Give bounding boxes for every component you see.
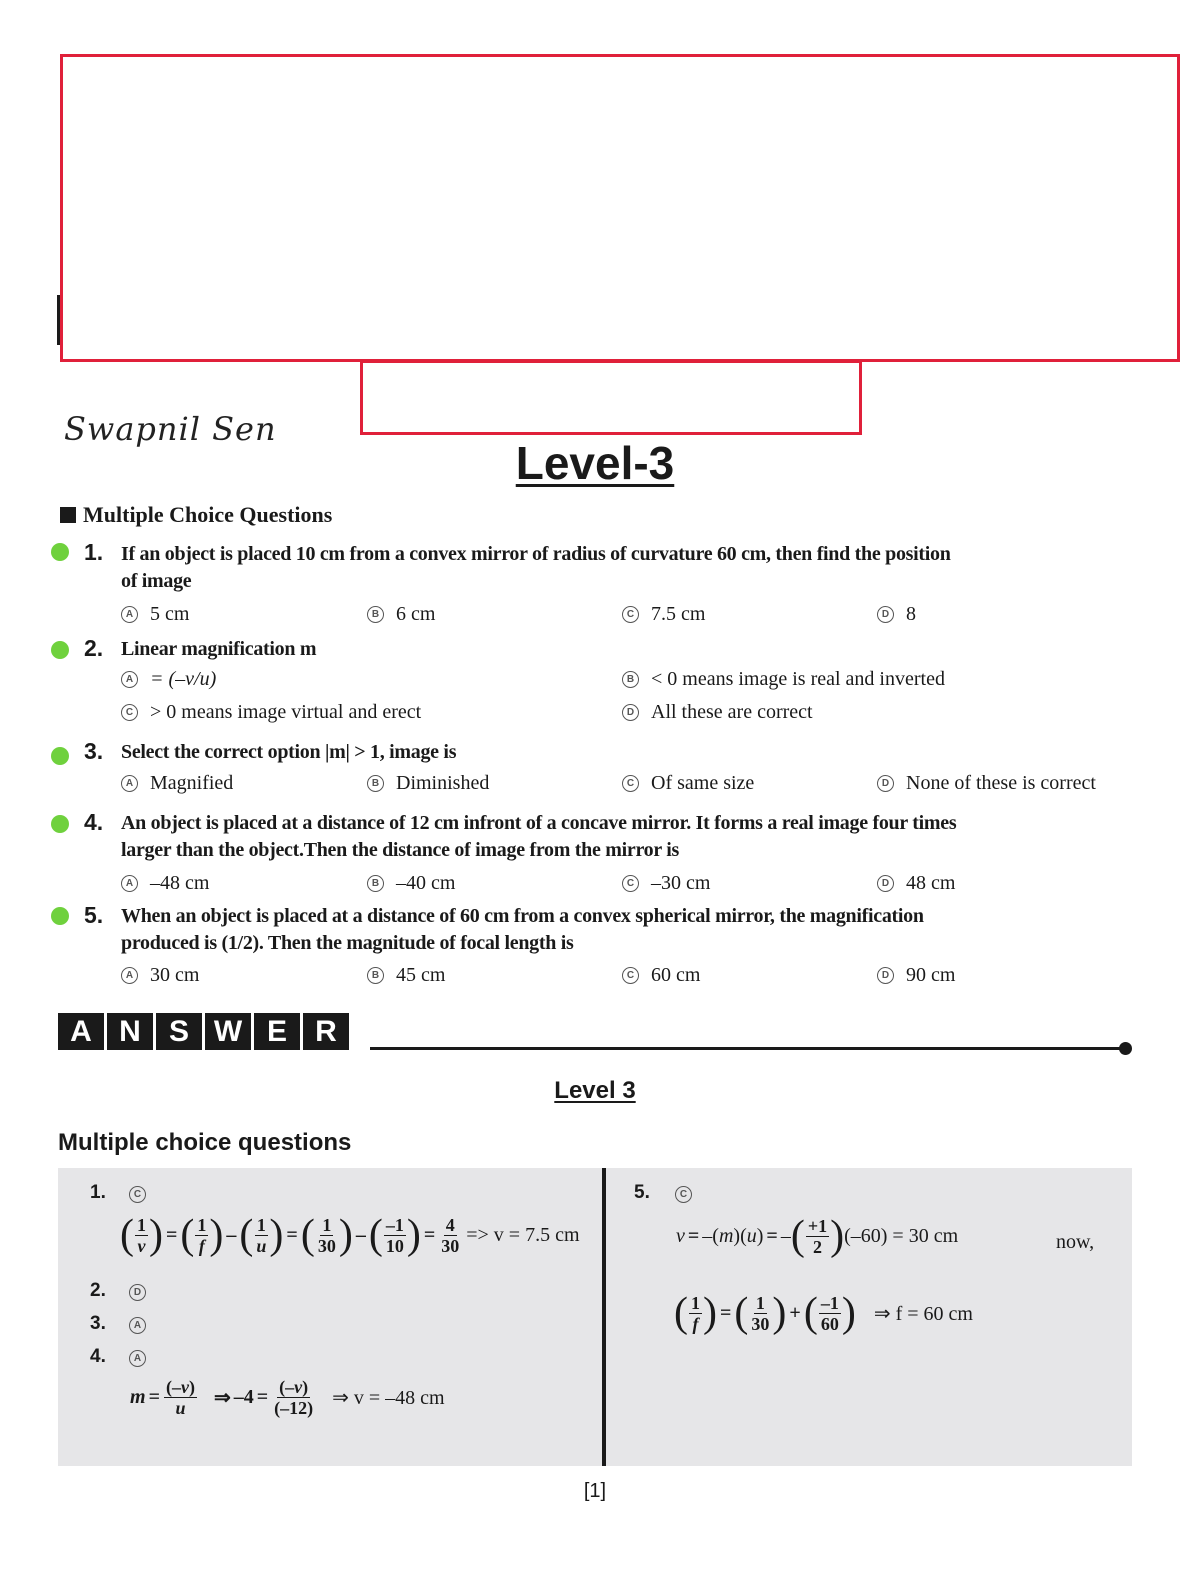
- answer-result: ⇒ v = –48 cm: [332, 1387, 445, 1409]
- question-text-line: When an object is placed at a distance of 60 cm from a convex spherical mirror, the magnification: [121, 905, 924, 927]
- answer-number: 5.: [634, 1182, 650, 1203]
- margin-tick: [57, 295, 60, 345]
- answer-letter-icon: A: [129, 1317, 146, 1334]
- answer-choice: [129, 1315, 146, 1334]
- option-text: 7.5 cm: [651, 603, 706, 625]
- answer-choice: [675, 1184, 692, 1203]
- option-d[interactable]: [877, 772, 1096, 795]
- answer-result: (–60) = 30 cm: [844, 1224, 959, 1247]
- answer-number: 2.: [90, 1280, 106, 1301]
- answer-4-equation: m = $\frac{(-v)}{u}$ ⇒ –4 = $\frac{(-v)}{(-12)}$ ⇒ v = –48 cm: [130, 1377, 445, 1418]
- question-number: 1.: [84, 539, 104, 565]
- option-d[interactable]: [877, 603, 916, 626]
- option-letter-icon: C: [622, 875, 639, 892]
- question-text-line: An object is placed at a distance of 12 cm infront of a concave mirror. It forms a real image four times: [121, 812, 957, 834]
- option-letter-icon: A: [121, 671, 138, 688]
- banner-letter: A: [58, 1013, 104, 1050]
- banner-letter: S: [156, 1013, 202, 1050]
- answer-number: 3.: [90, 1313, 106, 1334]
- answer-choice: [129, 1348, 146, 1367]
- question-text: [121, 541, 1133, 595]
- option-letter-icon: C: [622, 775, 639, 792]
- option-text: –40 cm: [396, 872, 456, 894]
- question-text-line: If an object is placed 10 cm from a convex mirror of radius of curvature 60 cm, then find the position: [121, 543, 951, 565]
- option-letter-icon: B: [622, 671, 639, 688]
- option-b[interactable]: [622, 668, 945, 691]
- question-text-line: produced is (1/2). Then the magnitude of focal length is: [121, 932, 574, 954]
- answer-number: 4.: [90, 1346, 106, 1367]
- answer-choice: [129, 1282, 146, 1301]
- banner-letter: R: [303, 1013, 349, 1050]
- redaction-box-middle: [360, 360, 862, 435]
- answer-banner: [58, 1013, 349, 1050]
- option-text: 8: [906, 603, 916, 625]
- option-a[interactable]: [121, 964, 199, 987]
- answer-letter-icon: A: [129, 1350, 146, 1367]
- banner-letter: W: [205, 1013, 251, 1050]
- page-number: [1]: [583, 1480, 607, 1502]
- question-marker-icon: [51, 907, 69, 925]
- question-text-line: of image: [121, 570, 192, 592]
- banner-letter: N: [107, 1013, 153, 1050]
- answer-result: => v = 7.5 cm: [466, 1223, 580, 1246]
- option-text: 45 cm: [396, 964, 446, 986]
- option-text: < 0 means image is real and inverted: [651, 668, 945, 690]
- option-letter-icon: C: [622, 606, 639, 623]
- option-b[interactable]: [367, 872, 455, 895]
- question-text: Select the correct option |m| > 1, image is: [121, 741, 457, 763]
- option-c[interactable]: [622, 603, 705, 626]
- section-heading-label: Multiple Choice Questions: [83, 502, 333, 527]
- option-text: 6 cm: [396, 603, 436, 625]
- option-letter-icon: C: [121, 704, 138, 721]
- option-text: 60 cm: [651, 964, 701, 986]
- panel-divider: [602, 1168, 606, 1466]
- option-text: = (–v/u): [150, 668, 217, 690]
- option-letter-icon: B: [367, 967, 384, 984]
- option-text: Of same size: [651, 772, 755, 794]
- answer-1-equation: ( $\frac{1}{v}$ ) = ( $\frac{1}{f}$ ) – ( $\frac{1}{u}$ ) = ( $\frac{1}{30}$ ) – ( $\frac{-1}{10}$ ) = $\frac{4}{30}$ => v = 7.5 cm: [120, 1212, 580, 1258]
- question-marker-icon: [51, 815, 69, 833]
- option-a[interactable]: [121, 668, 216, 691]
- option-letter-icon: D: [877, 967, 894, 984]
- option-c[interactable]: [622, 964, 700, 987]
- question-marker-icon: [51, 641, 69, 659]
- question-marker-icon: [51, 747, 69, 765]
- answer-letter-icon: C: [675, 1186, 692, 1203]
- answer-subheading: Multiple choice questions: [58, 1129, 352, 1156]
- answer-letter-icon: D: [129, 1284, 146, 1301]
- option-letter-icon: C: [622, 967, 639, 984]
- option-text: 30 cm: [150, 964, 200, 986]
- section-heading: [60, 502, 332, 528]
- question-marker-icon: [51, 543, 69, 561]
- question-text: [121, 810, 1133, 864]
- option-d[interactable]: [622, 701, 813, 724]
- option-c[interactable]: [622, 872, 710, 895]
- answer-subtitle: Level 3: [554, 1077, 636, 1104]
- answer-rule: [370, 1047, 1122, 1050]
- question-number: 2.: [84, 635, 104, 661]
- question-text: [121, 903, 1133, 957]
- banner-letter: E: [254, 1013, 300, 1050]
- option-letter-icon: A: [121, 967, 138, 984]
- signature: Swapnil Sen: [64, 410, 277, 448]
- option-text: 5 cm: [150, 603, 190, 625]
- option-b[interactable]: [367, 772, 489, 795]
- option-text: Magnified: [150, 772, 234, 794]
- answer-note: now,: [1056, 1231, 1095, 1253]
- answer-result: ⇒ f = 60 cm: [873, 1302, 973, 1325]
- option-a[interactable]: [121, 772, 233, 795]
- option-b[interactable]: [367, 964, 445, 987]
- option-text: –48 cm: [150, 872, 210, 894]
- option-letter-icon: A: [121, 606, 138, 623]
- option-b[interactable]: [367, 603, 435, 626]
- answer-5-equation-1: v = –(m)(u) = – ( $\frac{+1}{2}$ ) (–60) = 30 cm: [676, 1213, 959, 1259]
- option-letter-icon: B: [367, 606, 384, 623]
- option-text: > 0 means image virtual and erect: [150, 701, 422, 723]
- option-text: 48 cm: [906, 872, 956, 894]
- redaction-box-top: [60, 54, 1180, 362]
- answer-choice: [129, 1184, 146, 1203]
- option-letter-icon: A: [121, 875, 138, 892]
- question-text-line: larger than the object.Then the distance of image from the mirror is: [121, 839, 680, 861]
- option-letter-icon: B: [367, 875, 384, 892]
- question-number: 5.: [84, 902, 104, 928]
- answer-number: 1.: [90, 1182, 106, 1203]
- answer-letter-icon: C: [129, 1186, 146, 1203]
- option-letter-icon: D: [877, 606, 894, 623]
- question-text: Linear magnification m: [121, 638, 317, 660]
- option-d[interactable]: [877, 872, 955, 895]
- page-title: Level-3: [515, 437, 675, 489]
- option-letter-icon: D: [877, 775, 894, 792]
- option-a[interactable]: [121, 603, 189, 626]
- question-number: 3.: [84, 738, 104, 764]
- option-letter-icon: D: [622, 704, 639, 721]
- option-text: 90 cm: [906, 964, 956, 986]
- square-bullet-icon: [60, 507, 76, 523]
- answer-5-equation-2: ( $\frac{1}{f}$ ) = ( $\frac{1}{30}$ ) + ( $\frac{-1}{60}$ ) ⇒ f = 60 cm: [674, 1290, 973, 1336]
- option-d[interactable]: [877, 964, 955, 987]
- option-text: All these are correct: [651, 701, 813, 723]
- option-letter-icon: D: [877, 875, 894, 892]
- option-text: None of these is correct: [906, 772, 1096, 794]
- option-letter-icon: A: [121, 775, 138, 792]
- option-text: Diminished: [396, 772, 490, 794]
- option-a[interactable]: [121, 872, 209, 895]
- option-text: –30 cm: [651, 872, 711, 894]
- option-c[interactable]: [622, 772, 754, 795]
- question-number: 4.: [84, 809, 104, 835]
- rule-end-dot-icon: [1119, 1042, 1132, 1055]
- option-c[interactable]: [121, 701, 421, 724]
- option-letter-icon: B: [367, 775, 384, 792]
